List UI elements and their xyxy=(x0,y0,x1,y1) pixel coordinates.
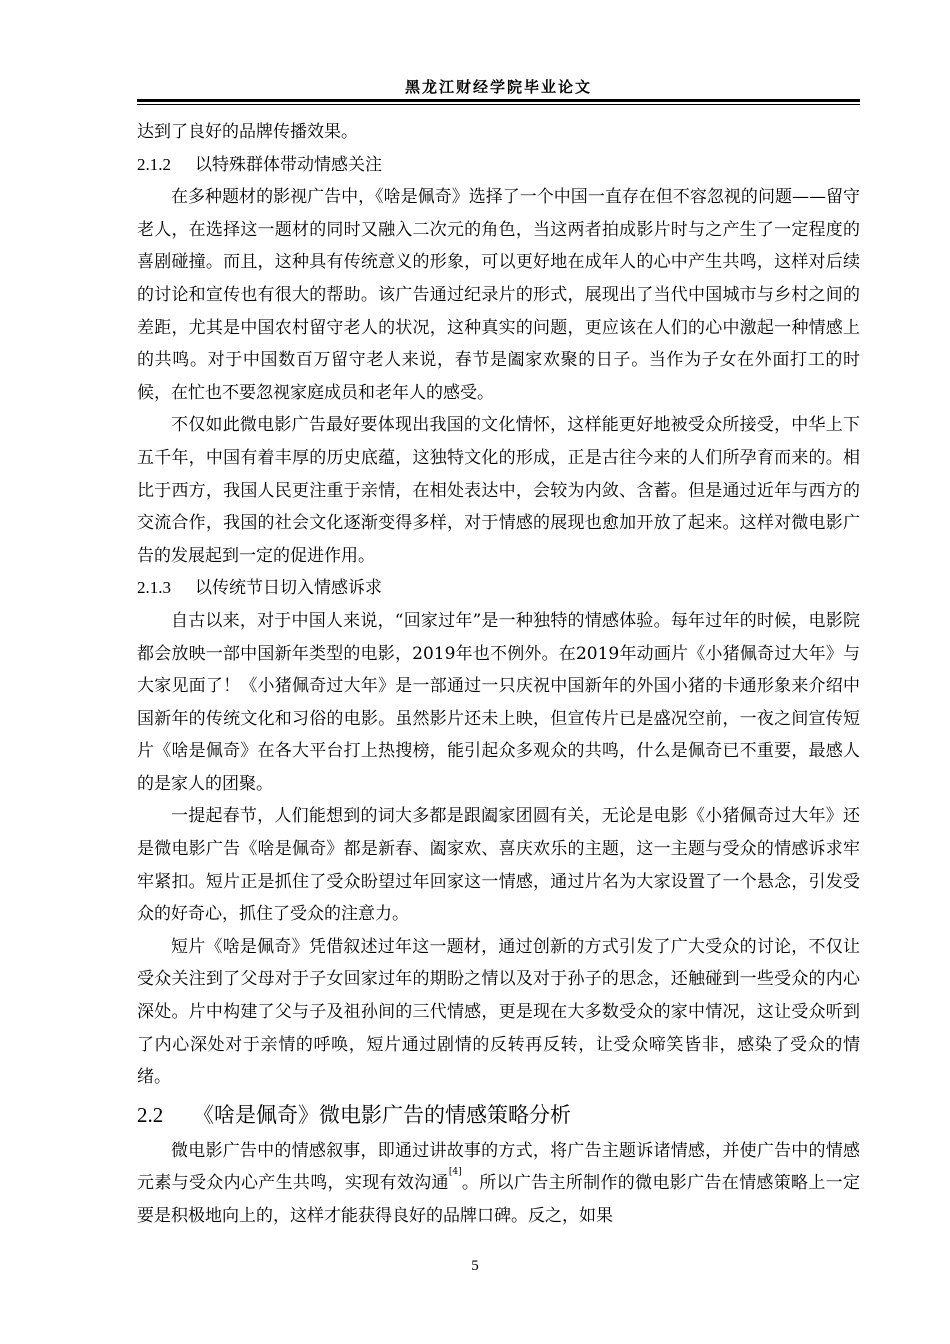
body-text xyxy=(137,116,860,1233)
section-heading-2-2 xyxy=(137,1097,860,1133)
section-heading-2-1-3 xyxy=(137,572,860,605)
section-title: 以传统节日切入情感诉求 xyxy=(195,578,382,599)
running-header-title: 黑龙江财经学院毕业论文 xyxy=(404,78,592,96)
paragraph: 自古以来，对于中国人来说，“回家过年”是一种独特的情感体验。每年过年的时候，电影院都会放映一部中国新年类型的电影，2019年也不例外。在2019年动画片《小猪佩奇过大年》与大家见面了！《小猪佩奇过大年》是一部通过一只庆祝中国新年的外国小猪的卡通形象来介绍中国新年的传统文化和习俗的电影。虽然影片还未上映，但宣传片已是盛况空前，一夜之间宣传短片《啥是佩奇》在各大平台打上热搜榜，能引起众多观众的共鸣，什么是佩奇已不重要，最感人的是家人的团聚。 xyxy=(137,610,860,794)
page-number: 5 xyxy=(471,1258,479,1274)
paragraph-continued: 达到了良好的品牌传播效果。 xyxy=(137,122,358,142)
section-title: 以特殊群体带动情感关注 xyxy=(195,154,382,175)
header-rule-thick xyxy=(137,99,860,102)
paragraph-text: 。所以广告主所制作的微电影广告在情感策略上一定要是积极地向上的，这样才能获得良好的品牌口碑。反之，如果 xyxy=(137,1173,861,1226)
section-number: 2.1.2 xyxy=(137,154,171,174)
section-number: 2.1.3 xyxy=(137,578,171,598)
paragraph: 一提起春节，人们能想到的词大多都是跟阖家团圆有关，无论是电影《小猪佩奇过大年》还是微电影广告《啥是佩奇》都是新春、阖家欢、喜庆欢乐的主题，这一主题与受众的情感诉求牢牢紧扣。短片正是抓住了受众盼望过年回家这一情感，通过片名为大家设置了一个悬念，引发受众的好奇心，抓住了受众的注意力。 xyxy=(137,806,860,925)
paragraph: 在多种题材的影视广告中，《啥是佩奇》选择了一个中国一直存在但不容忽视的问题——留守老人，在选择这一题材的同时又融入二次元的角色，当这两者拍成影片时与之产生了一定程度的喜剧碰撞。而且，这种具有传统意义的形象，可以更好地在成年人的心中产生共鸣，这样对后续的讨论和宣传也有很大的帮助。该广告通过纪录片的形式，展现出了当代中国城市与乡村之间的差距，尤其是中国农村留守老人的状况，这种真实的问题，更应该在人们的心中激起一种情感上的共鸣。对于中国数百万留守老人来说，春节是阖家欢聚的日子。当作为子女在外面打工的时候，在忙也不要忽视家庭成员和老年人的感受。 xyxy=(137,187,860,403)
section-title: 《啥是佩奇》微电影广告的情感策略分析 xyxy=(193,1102,571,1127)
citation-reference[interactable]: [4] xyxy=(448,1167,462,1178)
section-heading-2-1-2 xyxy=(137,149,860,182)
paragraph: 短片《啥是佩奇》凭借叙述过年这一题材，通过创新的方式引发了广大受众的讨论，不仅让受众关注到了父母对于子女回家过年的期盼之情以及对于孙子的思念，还触碰到一些受众的内心深处。片中构建了父与子及祖孙间的三代情感，更是现在大多数受众的家中情况，这让受众听到了内心深处对于亲情的呼唤，短片通过剧情的反转再反转，让受众啼笑皆非，感染了受众的情绪。 xyxy=(137,936,860,1088)
section-number: 2.2 xyxy=(137,1102,164,1127)
paragraph: 不仅如此微电影广告最好要体现出我国的文化情怀，这样能更好地被受众所接受，中华上下五千年，中国有着丰厚的历史底蕴，这独特文化的形成，正是古往今来的人们所孕育而来的。相比于西方，我国人民更注重于亲情，在相处表达中，会较为内敛、含蓄。但是通过近年与西方的交流合作，我国的社会文化逐渐变得多样，对于情感的展现也愈加开放了起来。这样对微电影广告的发展起到一定的促进作用。 xyxy=(137,415,860,566)
paragraph-text: 微电影广告中的情感叙事，即通过讲故事的方式，将广告主题诉诸情感，并使广告中的情感元素与受众内心产生共鸣，实现有效沟通 xyxy=(137,1140,860,1194)
header-rule-thin xyxy=(137,104,860,105)
paragraph xyxy=(137,1135,860,1233)
